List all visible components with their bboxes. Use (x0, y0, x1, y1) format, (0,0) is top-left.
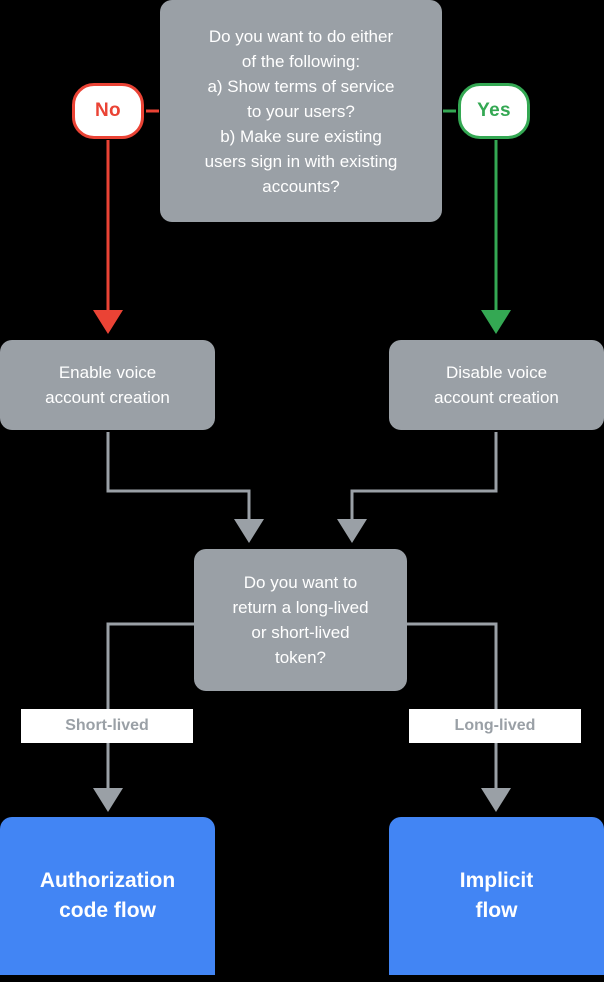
node-line: Enable voice (58, 363, 157, 382)
node-line: Implicit (459, 869, 534, 892)
question-line: b) Make sure existing (220, 126, 382, 146)
question-line: accounts? (262, 176, 340, 196)
branch-label-short-lived: Short-lived (21, 709, 193, 743)
decision-node-token-lifetime (194, 549, 407, 691)
question-line: users sign in with existing (204, 151, 398, 171)
question-line: or short-lived (251, 623, 350, 642)
branch-label-long-lived: Long-lived (409, 709, 581, 743)
question-line: a) Show terms of service (207, 76, 395, 96)
node-line: Disable voice (445, 363, 548, 382)
question-line: return a long-lived (232, 598, 369, 617)
question-line: to your users? (247, 101, 355, 121)
node-disable-voice-account-creation (389, 340, 604, 430)
node-line: flow (475, 899, 518, 922)
question-line: Do you want to do either (208, 26, 394, 46)
node-implicit-flow (389, 817, 604, 975)
decision-node-terms-of-service (160, 0, 442, 222)
node-line: Authorization (39, 869, 176, 892)
question-line: Do you want to (243, 573, 358, 592)
node-enable-voice-account-creation (0, 340, 215, 430)
question-line: token? (274, 648, 327, 667)
node-line: account creation (434, 388, 559, 407)
branch-label-yes: Yes (458, 83, 530, 139)
node-authorization-code-flow (0, 817, 215, 975)
node-line: account creation (45, 388, 170, 407)
branch-label-no: No (72, 83, 144, 139)
question-line: of the following: (241, 51, 361, 71)
node-line: code flow (59, 899, 156, 922)
